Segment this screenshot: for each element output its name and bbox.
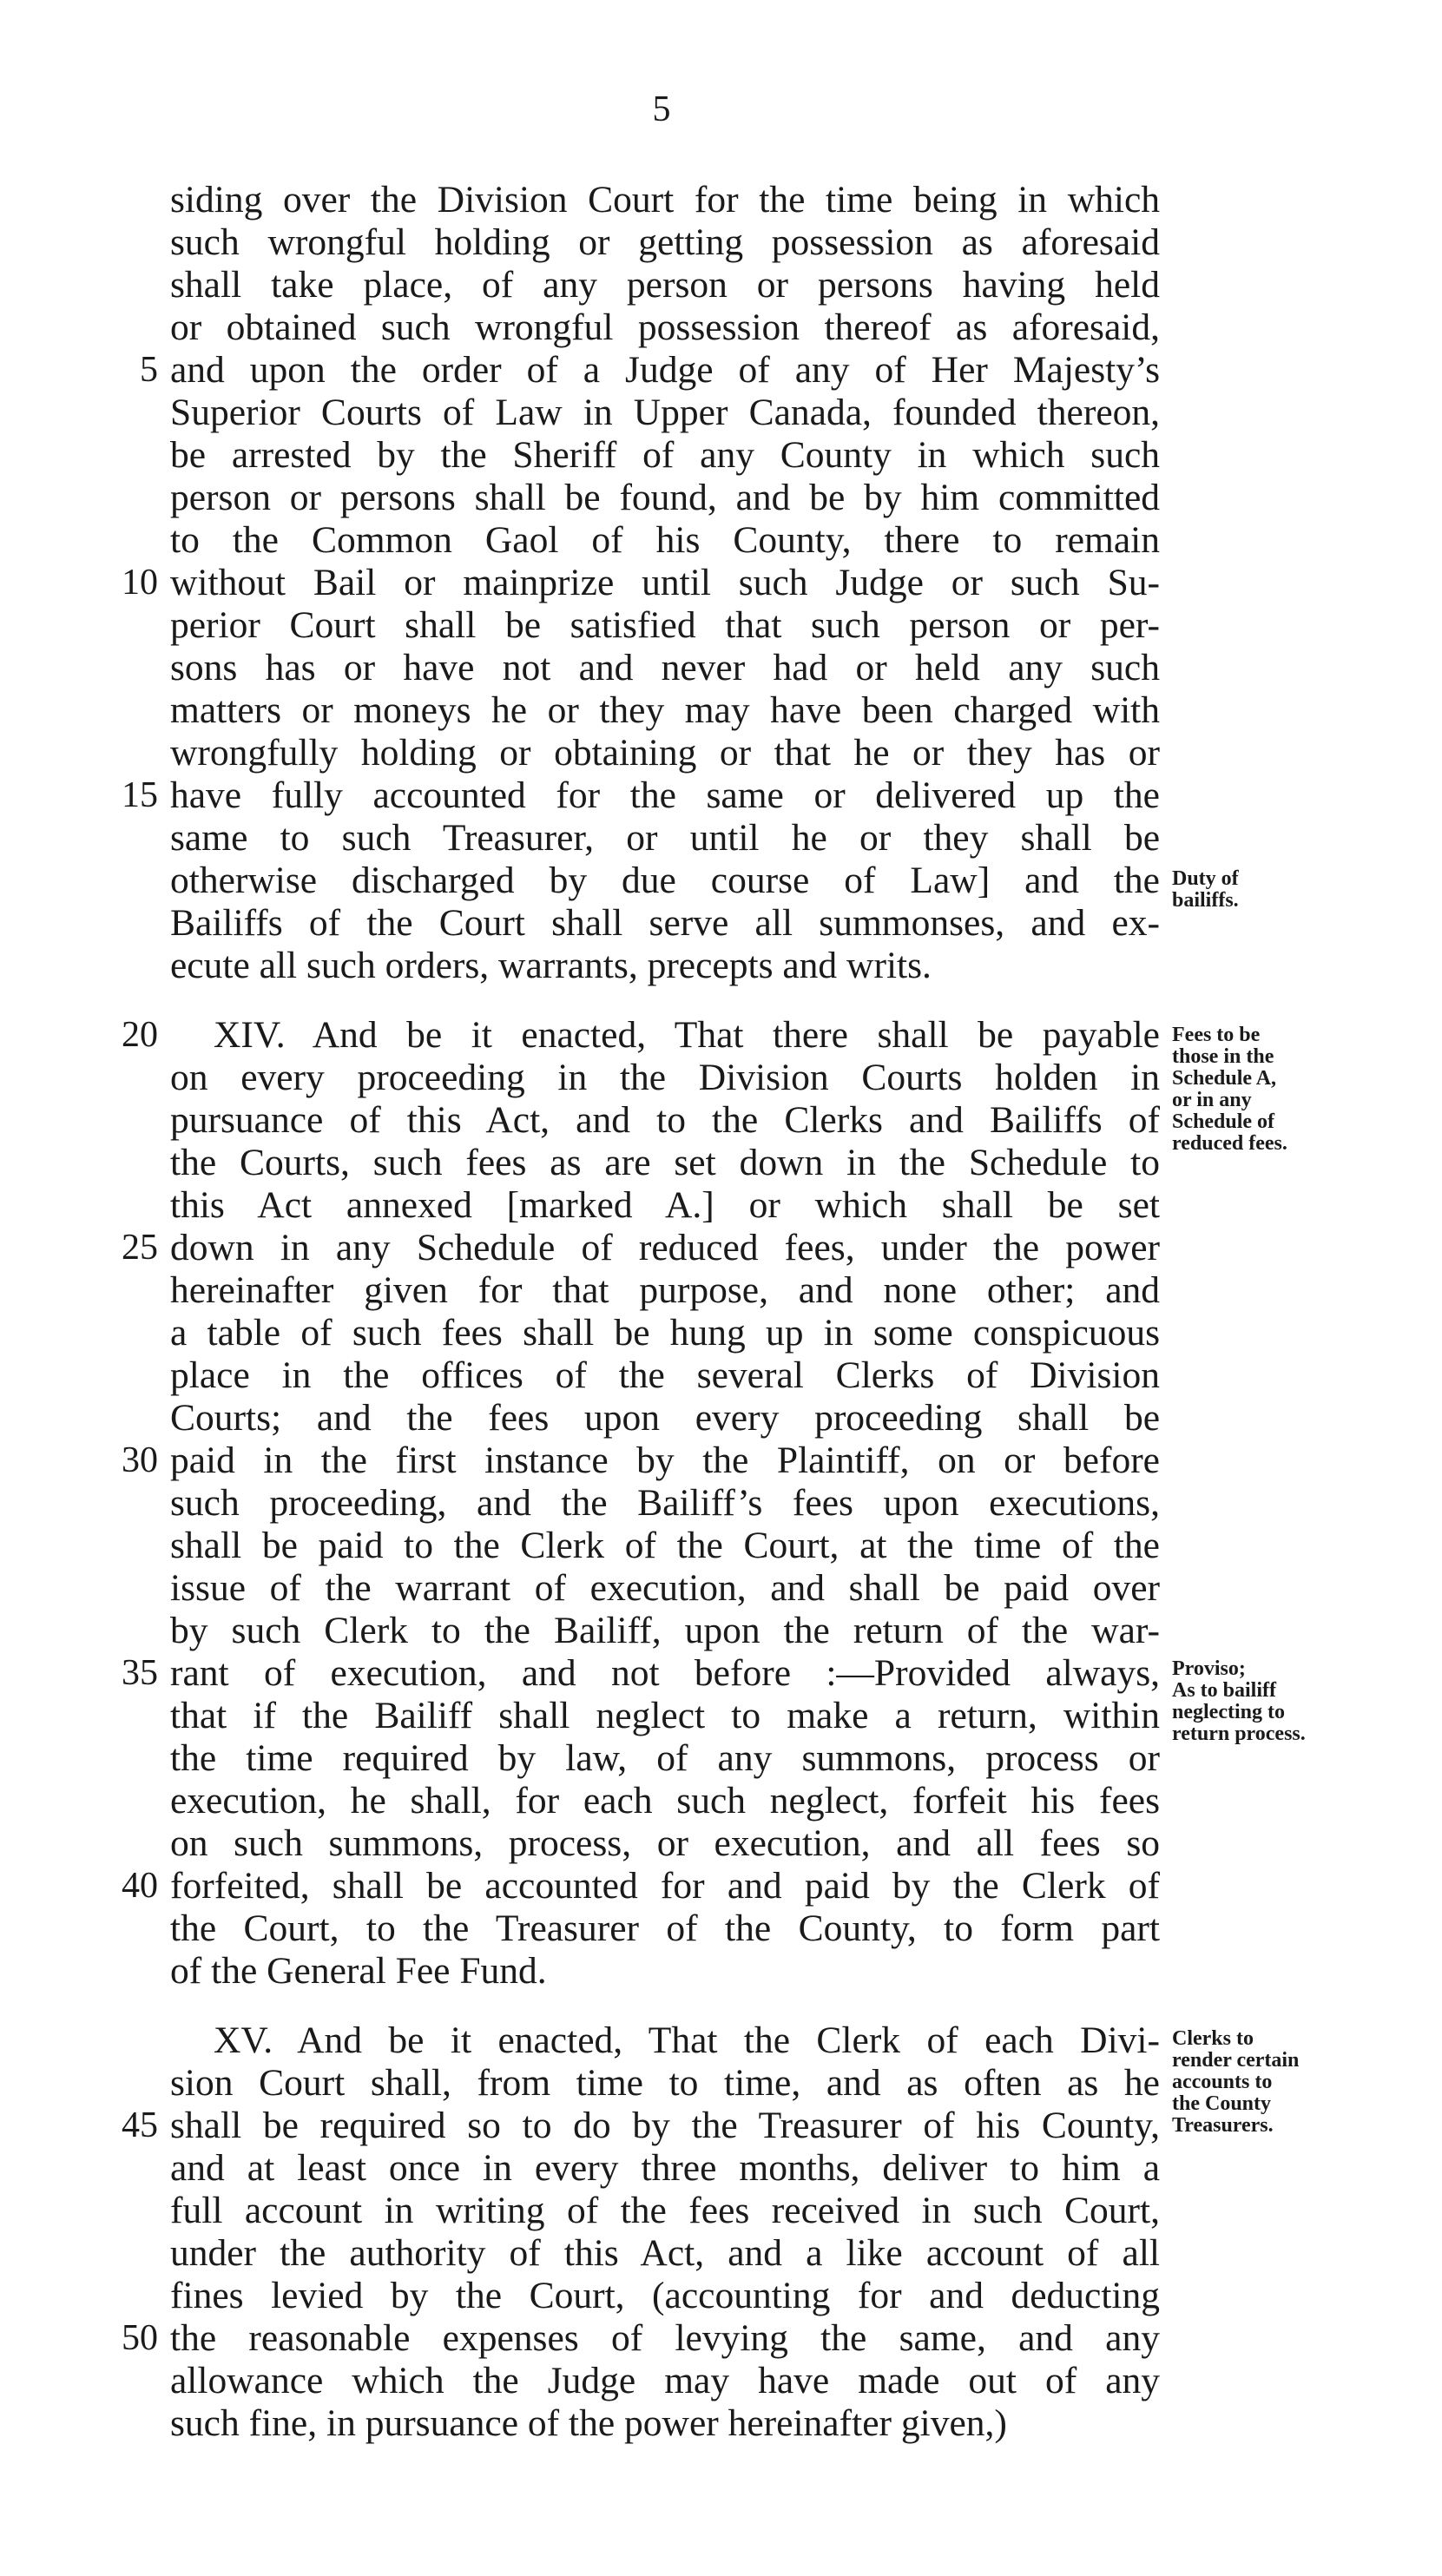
text-line: execution, he shall, for each such neglect, forfeit his fees [170, 1780, 1160, 1822]
text-line: Courts; and the fees upon every proceeding shall be [170, 1397, 1160, 1439]
margin-note-line: bailiffs. [1172, 889, 1239, 912]
text-line: hereinafter given for that purpose, and none other; and [170, 1269, 1160, 1311]
text-line: issue of the warrant of execution, and shall be paid over [170, 1567, 1160, 1609]
text-line: otherwise discharged by due course of Law] and the [170, 860, 1160, 901]
margin-note-proviso [1172, 1658, 1432, 1745]
text-line: forfeited, shall be accounted for and paid by the Clerk of [170, 1865, 1160, 1907]
text-line: person or persons shall be found, and be by him committed [170, 477, 1160, 518]
text-line: the time required by law, of any summons, process or [170, 1737, 1160, 1779]
text-line: XV. And be it enacted, That the Clerk of each Divi- [214, 2019, 1160, 2061]
text-line: full account in writing of the fees received in such Court, [170, 2190, 1160, 2231]
margin-note-line: render certain [1172, 2049, 1300, 2072]
text-line: pursuance of this Act, and to the Clerks and Bailiffs of [170, 1099, 1160, 1141]
line-number: 5 [140, 350, 158, 390]
text-line: Superior Courts of Law in Upper Canada, founded thereon, [170, 392, 1160, 433]
text-line: be arrested by the Sheriff of any County in which such [170, 434, 1160, 476]
margin-note-duty-of-bailiffs [1172, 868, 1432, 912]
line-number: 40 [122, 1866, 158, 1906]
text-line: same to such Treasurer, or until he or they shall be [170, 817, 1160, 859]
margin-note-clerks [1172, 2028, 1432, 2137]
margin-note-line: Fees to be [1172, 1024, 1261, 1046]
text-line: by such Clerk to the Bailiff, upon the return of the war- [170, 1610, 1160, 1651]
text-line: XIV. And be it enacted, That there shall be payable [214, 1014, 1160, 1056]
line-number: 35 [122, 1653, 158, 1693]
text-line: sion Court shall, from time to time, and as often as he [170, 2062, 1160, 2104]
text-line: that if the Bailiff shall neglect to make a return, within [170, 1695, 1160, 1736]
text-line: down in any Schedule of reduced fees, under the power [170, 1227, 1160, 1268]
margin-note-line: As to bailiff [1172, 1679, 1276, 1702]
margin-note-fees [1172, 1024, 1432, 1155]
text-line: and at least once in every three months, deliver to him a [170, 2147, 1160, 2189]
margin-note-line: the County [1172, 2092, 1272, 2115]
text-line: such wrongful holding or getting possession as aforesaid [170, 221, 1160, 263]
text-line: without Bail or mainprize until such Judge or such Su- [170, 562, 1160, 603]
text-line: or obtained such wrongful possession thereof as aforesaid, [170, 306, 1160, 348]
text-line: this Act annexed [marked A.] or which shall be set [170, 1184, 1160, 1226]
text-line: sons has or have not and never had or held any such [170, 647, 1160, 688]
text-line: paid in the first instance by the Plaintiff, on or before [170, 1440, 1160, 1481]
text-line: of the General Fee Fund. [170, 1950, 547, 1992]
page-number: 5 [652, 89, 671, 129]
line-number: 50 [122, 2318, 158, 2358]
line-number: 30 [122, 1440, 158, 1480]
margin-note-line: Schedule of [1172, 1110, 1275, 1133]
margin-note-line: Duty of [1172, 867, 1239, 890]
text-line: have fully accounted for the same or delivered up the [170, 774, 1160, 816]
margin-note-line: neglecting to [1172, 1701, 1285, 1723]
text-line: siding over the Division Court for the time being in which [170, 179, 1160, 221]
margin-note-line: Clerks to [1172, 2027, 1254, 2050]
line-number: 15 [122, 775, 158, 815]
text-line: place in the offices of the several Clerks of Division [170, 1354, 1160, 1396]
margin-note-line: Schedule A, [1172, 1067, 1277, 1090]
margin-note-line: accounts to [1172, 2071, 1273, 2093]
text-line: to the Common Gaol of his County, there to remain [170, 519, 1160, 561]
text-line: shall take place, of any person or persons having held [170, 264, 1160, 306]
margin-note-line: Proviso; [1172, 1657, 1246, 1680]
text-line: shall be required so to do by the Treasurer of his County, [170, 2105, 1160, 2146]
text-line: the reasonable expenses of levying the same, and any [170, 2317, 1160, 2359]
text-line: a table of such fees shall be hung up in some conspicuous [170, 1312, 1160, 1354]
text-line: perior Court shall be satisfied that such person or per- [170, 604, 1160, 646]
line-number: 20 [122, 1015, 158, 1055]
margin-note-line: Treasurers. [1172, 2114, 1274, 2137]
text-line: such fine, in pursuance of the power hereinafter given,) [170, 2402, 1007, 2444]
text-line: allowance which the Judge may have made out of any [170, 2360, 1160, 2401]
text-line: wrongfully holding or obtaining or that he or they has or [170, 732, 1160, 774]
text-line: and upon the order of a Judge of any of Her Majesty’s [170, 349, 1160, 391]
text-line: ecute all such orders, warrants, precepts and writs. [170, 945, 932, 986]
text-line: under the authority of this Act, and a like account of all [170, 2232, 1160, 2274]
margin-note-line: those in the [1172, 1045, 1274, 1068]
text-line: shall be paid to the Clerk of the Court, at the time of the [170, 1525, 1160, 1566]
margin-note-line: reduced fees. [1172, 1132, 1287, 1155]
text-line: on such summons, process, or execution, and all fees so [170, 1822, 1160, 1864]
line-number: 25 [122, 1228, 158, 1268]
text-line: such proceeding, and the Bailiff’s fees upon executions, [170, 1482, 1160, 1524]
text-line: the Court, to the Treasurer of the County, to form part [170, 1907, 1160, 1949]
line-number: 45 [122, 2105, 158, 2145]
line-number: 10 [122, 563, 158, 603]
margin-note-line: return process. [1172, 1723, 1306, 1745]
text-line: the Courts, such fees as are set down in the Schedule to [170, 1142, 1160, 1183]
text-line: matters or moneys he or they may have been charged with [170, 689, 1160, 731]
text-line: fines levied by the Court, (accounting for and deducting [170, 2275, 1160, 2316]
text-line: rant of execution, and not before :—Provided always, [170, 1652, 1160, 1694]
margin-note-line: or in any [1172, 1089, 1252, 1111]
text-line: on every proceeding in the Division Courts holden in [170, 1057, 1160, 1098]
text-line: Bailiffs of the Court shall serve all summonses, and ex- [170, 902, 1160, 944]
